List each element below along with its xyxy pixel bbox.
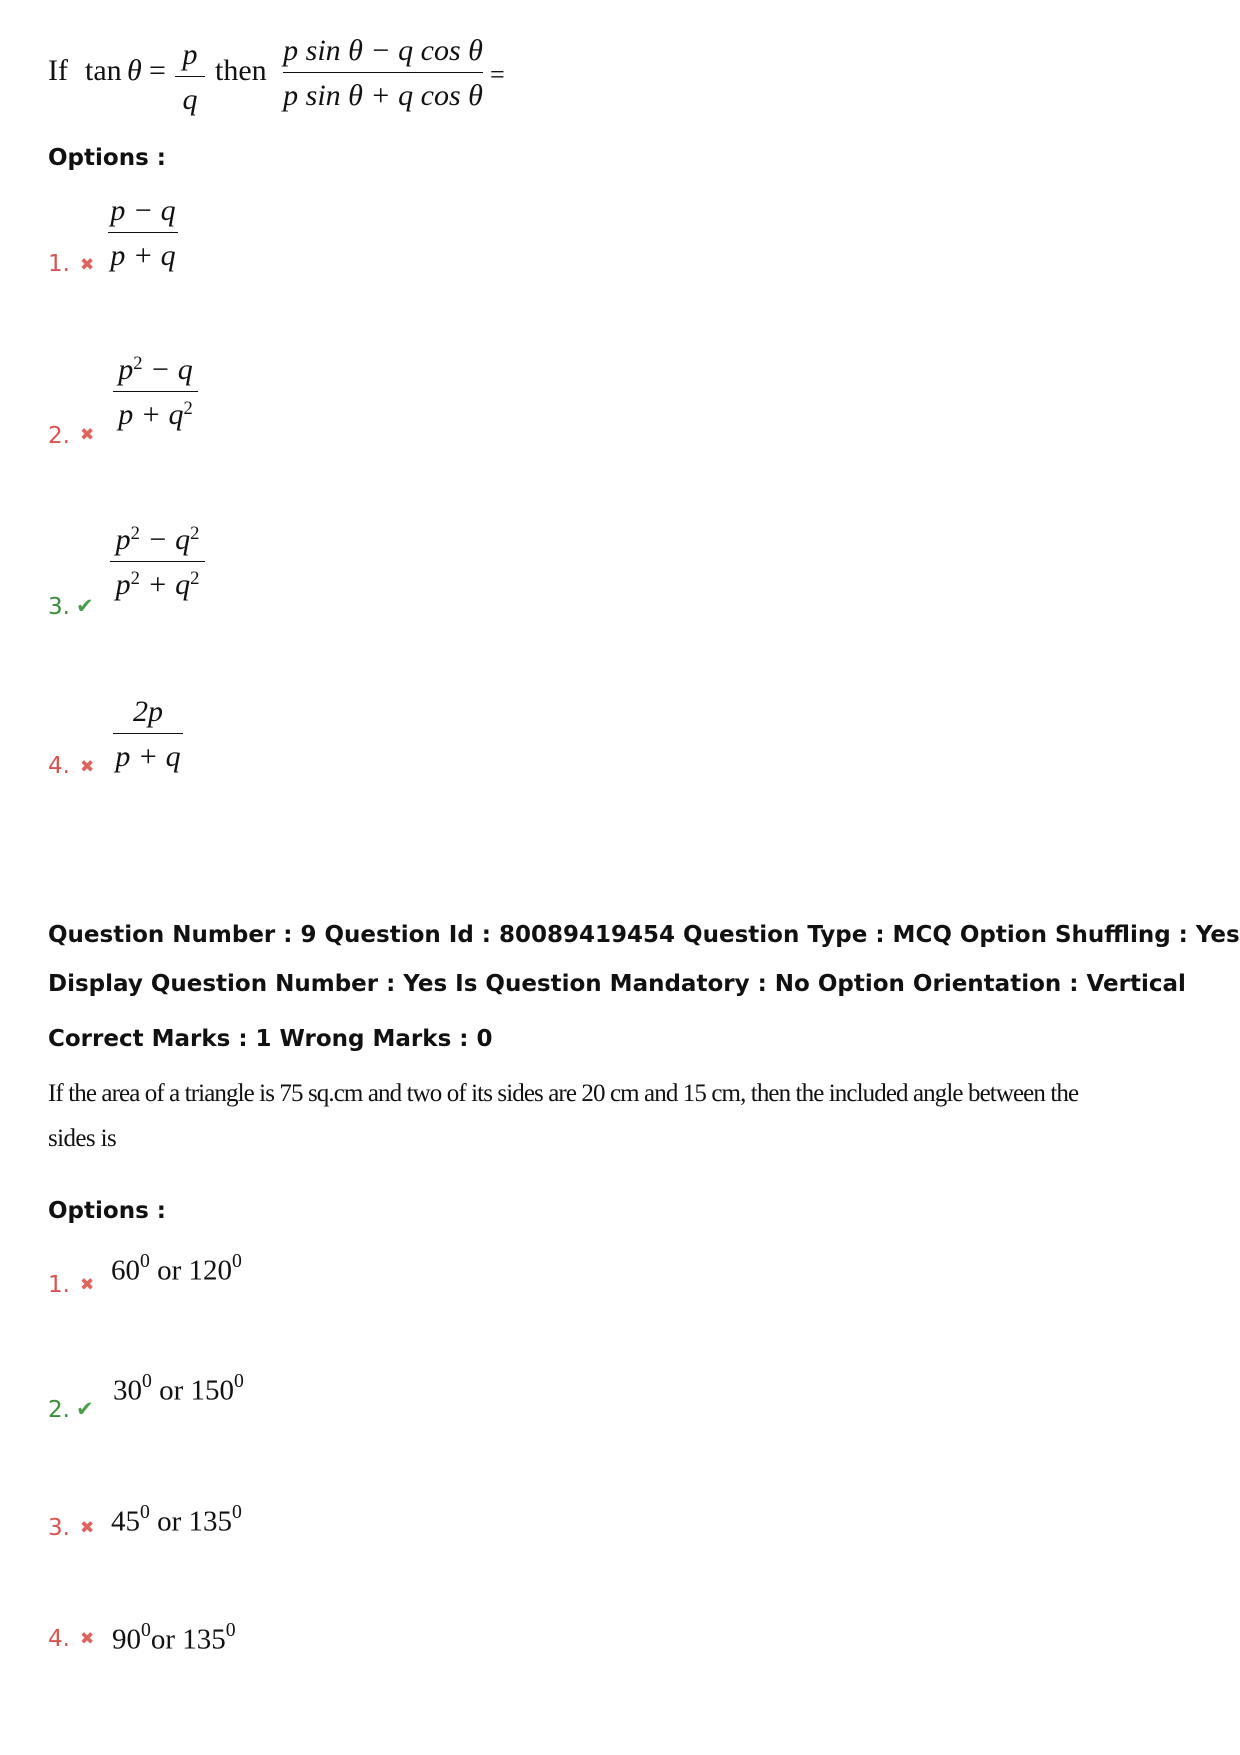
fraction-bar [113,391,198,392]
angle-value: 150 [190,1374,235,1407]
wrong-icon: ✖ [80,425,95,445]
term: + q [139,568,191,601]
option-number: 4. [48,753,70,779]
option-number: 1. [48,1272,70,1298]
or-text: or [150,1623,183,1656]
q8-condition-denominator: q [182,83,198,116]
q8-theta: θ [127,54,142,87]
q9-options-label: Options : [48,1198,166,1224]
option-answer [111,1249,242,1288]
option-fraction [113,697,183,772]
option-number: 1. [48,251,70,277]
angle-value: 45 [111,1505,140,1538]
fraction-numerator [110,522,205,556]
option-number: 4. [48,1626,70,1652]
fraction-bar [113,733,183,734]
degree-mark: 0 [142,1369,152,1392]
exponent: 2 [133,352,143,374]
option-fraction [110,522,205,601]
degree-mark: 0 [232,1249,242,1272]
or-text: or [149,1254,189,1287]
q9-meta-line-1: Question Number : 9 Question Id : 80089419454 Question Type : MCQ Option Shuffling : Yes [48,922,1240,948]
fraction-numerator: 2p [133,695,163,728]
angle-value: 135 [188,1505,233,1538]
option-number: 2. [48,423,70,449]
fraction-bar [283,72,483,73]
q8-tan: tan [85,54,122,87]
degree-mark: 0 [140,1249,150,1272]
angle-value: 135 [182,1623,226,1656]
option-answer [113,1369,244,1408]
term: p + q [118,398,184,431]
term: p [115,568,131,601]
option-answer [111,1500,242,1539]
fraction-denominator: p + q [110,239,176,272]
term: − q [142,353,193,386]
option-fraction [113,352,198,431]
exponent: 2 [130,567,140,589]
q9-question-text-line-1: If the area of a triangle is 75 sq.cm and two of its sides are 20 cm and 15 cm, then the included angle between the [48,1080,1079,1107]
term: − q [139,523,191,556]
fraction-bar [110,561,205,562]
option-number: 3. [48,594,70,620]
fraction-numerator [113,352,198,386]
term: p [115,523,131,556]
q8-then: then [215,54,267,87]
q8-condition-fraction [175,40,205,115]
angle-value: 120 [188,1254,233,1287]
q8-trailing-equals: = [490,60,505,89]
degree-mark: 0 [225,1618,236,1641]
q9-question-text-line-2: sides is [48,1125,117,1152]
checkmark-icon: ✔ [76,594,94,618]
q8-options-label: Options : [48,145,166,171]
q8-expression-denominator: p sin θ + q cos θ [283,79,483,112]
term: p [118,353,134,386]
degree-mark: 0 [232,1500,242,1523]
q8-if: If [48,54,68,87]
option-fraction [108,196,178,271]
angle-value: 60 [111,1254,140,1287]
option-number: 3. [48,1515,70,1541]
wrong-icon: ✖ [80,1629,95,1649]
fraction-denominator [113,397,198,431]
option-answer [112,1618,236,1657]
fraction-bar [175,76,205,77]
checkmark-icon: ✔ [76,1397,94,1421]
degree-mark: 0 [140,1500,150,1523]
fraction-denominator [110,567,205,601]
exponent: 2 [190,522,200,544]
fraction-denominator: p + q [115,740,181,773]
q8-expression-fraction [283,36,483,111]
q8-expression-numerator: p sin θ − q cos θ [283,34,483,67]
wrong-icon: ✖ [80,757,95,777]
q9-meta-line-2: Display Question Number : Yes Is Question Mandatory : No Option Orientation : Vertical [48,971,1186,997]
option-number: 2. [48,1397,70,1423]
wrong-icon: ✖ [80,255,95,275]
or-text: or [151,1374,191,1407]
q8-equals: = [149,54,166,87]
exponent: 2 [183,397,193,419]
degree-mark: 0 [141,1618,151,1641]
fraction-numerator: p − q [110,194,176,227]
exponent: 2 [190,567,200,589]
q9-meta-line-3: Correct Marks : 1 Wrong Marks : 0 [48,1026,493,1052]
or-text: or [149,1505,189,1538]
wrong-icon: ✖ [80,1275,95,1295]
degree-mark: 0 [234,1369,244,1392]
wrong-icon: ✖ [80,1518,95,1538]
q8-condition-numerator: p [182,38,198,71]
exponent: 2 [130,522,140,544]
angle-value: 90 [112,1623,141,1656]
angle-value: 30 [113,1374,142,1407]
fraction-bar [108,232,178,233]
